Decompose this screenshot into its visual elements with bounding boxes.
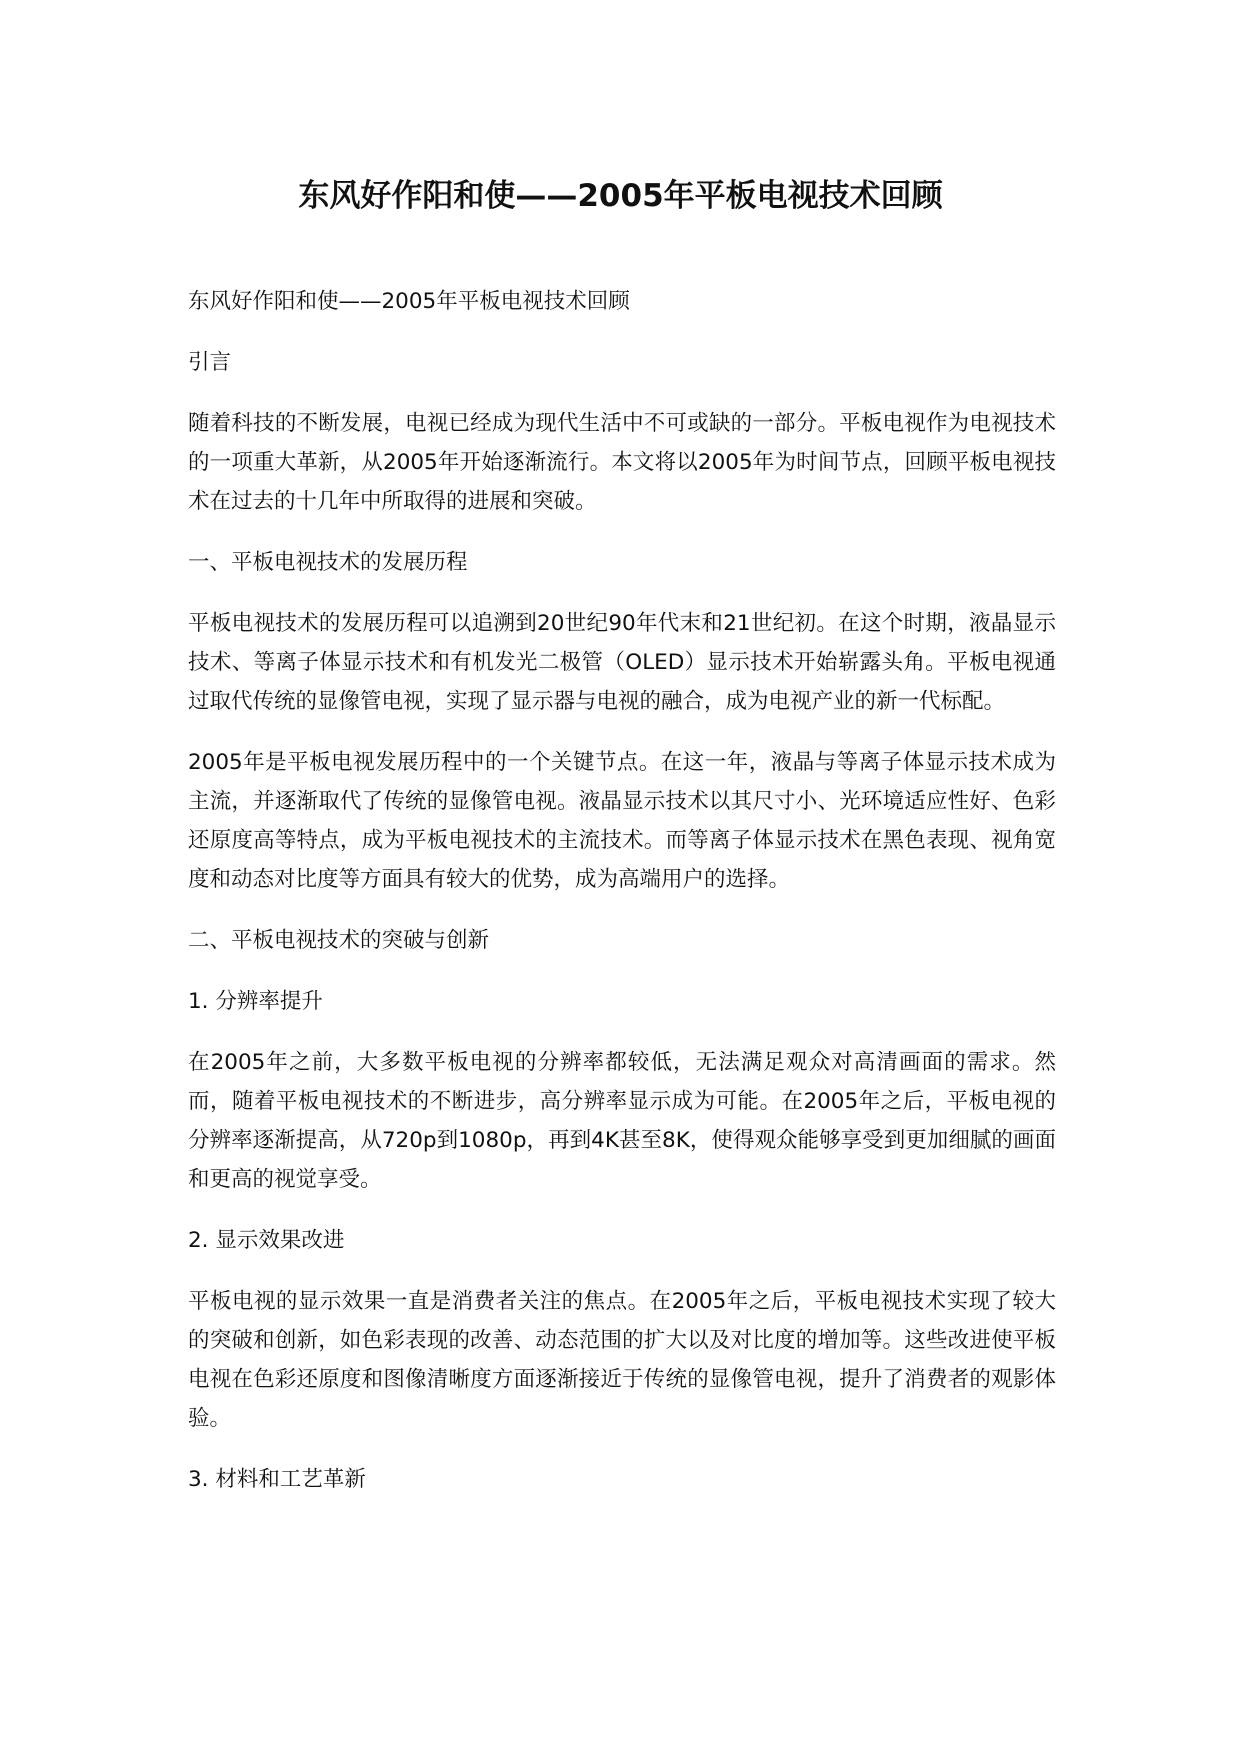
intro-heading: 引言 [188,350,232,375]
section1-heading: 一、平板电视技术的发展历程 [188,550,468,575]
document-body [188,282,1056,1521]
item2-heading: 2. 显示效果改进 [188,1228,345,1253]
item1-paragraph: 在2005年之前，大多数平板电视的分辨率都较低，无法满足观众对高清画面的需求。然而，随着平板电视技术的不断进步，高分辨率显示成为可能。在2005年之后，平板电视的分辨率逐渐提高，从720p到1080p，再到4K甚至8K，使得观众能够享受到更加细腻的画面和更高的视觉享受。 [188,1050,1056,1192]
intro-paragraph: 随着科技的不断发展，电视已经成为现代生活中不可或缺的一部分。平板电视作为电视技术的一项重大革新，从2005年开始逐渐流行。本文将以2005年为时间节点，回顾平板电视技术在过去的十几年中所取得的进展和突破。 [188,411,1056,514]
item1-heading: 1. 分辨率提升 [188,989,323,1014]
item3-heading: 3. 材料和工艺革新 [188,1467,366,1492]
section2-heading: 二、平板电视技术的突破与创新 [188,928,490,953]
document-title: 东风好作阳和使——2005年平板电视技术回顾 [298,178,943,214]
item2-paragraph: 平板电视的显示效果一直是消费者关注的焦点。在2005年之后，平板电视技术实现了较大的突破和创新，如色彩表现的改善、动态范围的扩大以及对比度的增加等。这些改进使平板电视在色彩还原度和图像清晰度方面逐渐接近于传统的显像管电视，提升了消费者的观影体验。 [188,1289,1056,1431]
section1-paragraph-2: 2005年是平板电视发展历程中的一个关键节点。在这一年，液晶与等离子体显示技术成为主流，并逐渐取代了传统的显像管电视。液晶显示技术以其尺寸小、光环境适应性好、色彩还原度高等特点，成为平板电视技术的主流技术。而等离子体显示技术在黑色表现、视角宽度和动态对比度等方面具有较大的优势，成为高端用户的选择。 [188,750,1056,892]
subtitle-line: 东风好作阳和使——2005年平板电视技术回顾 [188,289,630,314]
section1-paragraph-1: 平板电视技术的发展历程可以追溯到20世纪90年代末和21世纪初。在这个时期，液晶显示技术、等离子体显示技术和有机发光二极管（OLED）显示技术开始崭露头角。平板电视通过取代传统的显像管电视，实现了显示器与电视的融合，成为电视产业的新一代标配。 [188,611,1056,714]
